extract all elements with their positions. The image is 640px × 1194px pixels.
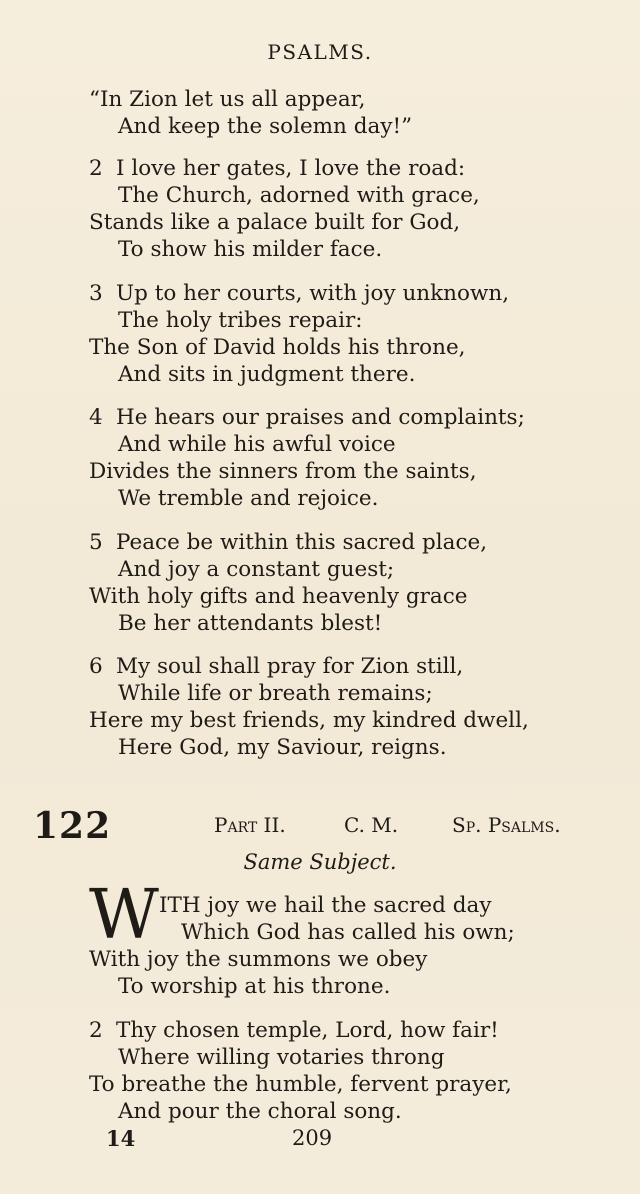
verse-line: To breathe the humble, fervent prayer, <box>89 1072 512 1097</box>
page-number: 209 <box>292 1126 333 1150</box>
stanza-number: 3 <box>89 281 103 306</box>
verse-line: Peace be within this sacred place, <box>116 530 488 555</box>
drop-cap: W <box>89 876 159 955</box>
stanza-number: 4 <box>89 405 103 430</box>
verse-line: Divides the sinners from the saints, <box>89 459 477 484</box>
verse-line: And joy a constant guest; <box>118 557 395 582</box>
hymn-subject: Same Subject. <box>243 850 397 874</box>
stanza-4 <box>89 404 609 512</box>
hymn-source: Sp. Psalms. <box>452 813 561 837</box>
hymn-second-stanza <box>89 1017 609 1125</box>
verse-line: ITH joy we hail the sacred day <box>159 893 492 918</box>
stanza-6 <box>89 653 609 761</box>
stanza-5 <box>89 529 609 637</box>
hymn-part: Part II. <box>214 813 286 837</box>
verse-line: Stands like a palace built for God, <box>89 210 461 235</box>
verse-line: Up to her courts, with joy unknown, <box>116 281 510 306</box>
stanza-2 <box>89 155 609 263</box>
verse-line: He hears our praises and complaints; <box>116 405 525 430</box>
hymn-number: 122 <box>33 805 112 847</box>
verse-line: And keep the solemn day!” <box>118 114 413 139</box>
verse-line: While life or breath remains; <box>118 681 433 706</box>
verse-line: With holy gifts and heavenly grace <box>89 584 468 609</box>
hymn-meter: C. M. <box>344 813 399 837</box>
verse-line: And pour the choral song. <box>118 1099 402 1124</box>
verse-line: Here God, my Saviour, reigns. <box>118 735 447 760</box>
stanza-number: 2 <box>89 156 103 181</box>
stanza-number: 2 <box>89 1018 103 1043</box>
verse-line: And while his awful voice <box>118 432 396 457</box>
verse-line: “In Zion let us all appear, <box>89 87 366 112</box>
verse-line: Be her attendants blest! <box>118 611 383 636</box>
running-header: PSALMS. <box>267 40 373 64</box>
verse-line: Which God has called his own; <box>181 920 515 945</box>
verse-line: Where willing votaries throng <box>118 1045 445 1070</box>
stanza-3 <box>89 280 609 388</box>
verse-line: To worship at his throne. <box>118 974 391 999</box>
verse-line: The Son of David holds his throne, <box>89 335 466 360</box>
stanza-number: 6 <box>89 654 103 679</box>
continuation-stanza <box>89 86 609 140</box>
verse-line: With joy the summons we obey <box>89 947 428 972</box>
verse-line: I love her gates, I love the road: <box>116 156 466 181</box>
verse-line: My soul shall pray for Zion still, <box>116 654 464 679</box>
hymn-first-stanza <box>89 892 515 1000</box>
verse-line: The Church, adorned with grace, <box>118 183 480 208</box>
verse-line: The holy tribes repair: <box>118 308 363 333</box>
verse-line: To show his milder face. <box>118 237 383 262</box>
verse-line: We tremble and rejoice. <box>118 486 379 511</box>
verse-line: Thy chosen temple, Lord, how fair! <box>116 1018 499 1043</box>
signature-mark: 14 <box>106 1126 136 1151</box>
stanza-number: 5 <box>89 530 103 555</box>
verse-line: And sits in judgment there. <box>118 362 416 387</box>
verse-line: Here my best friends, my kindred dwell, <box>89 708 529 733</box>
